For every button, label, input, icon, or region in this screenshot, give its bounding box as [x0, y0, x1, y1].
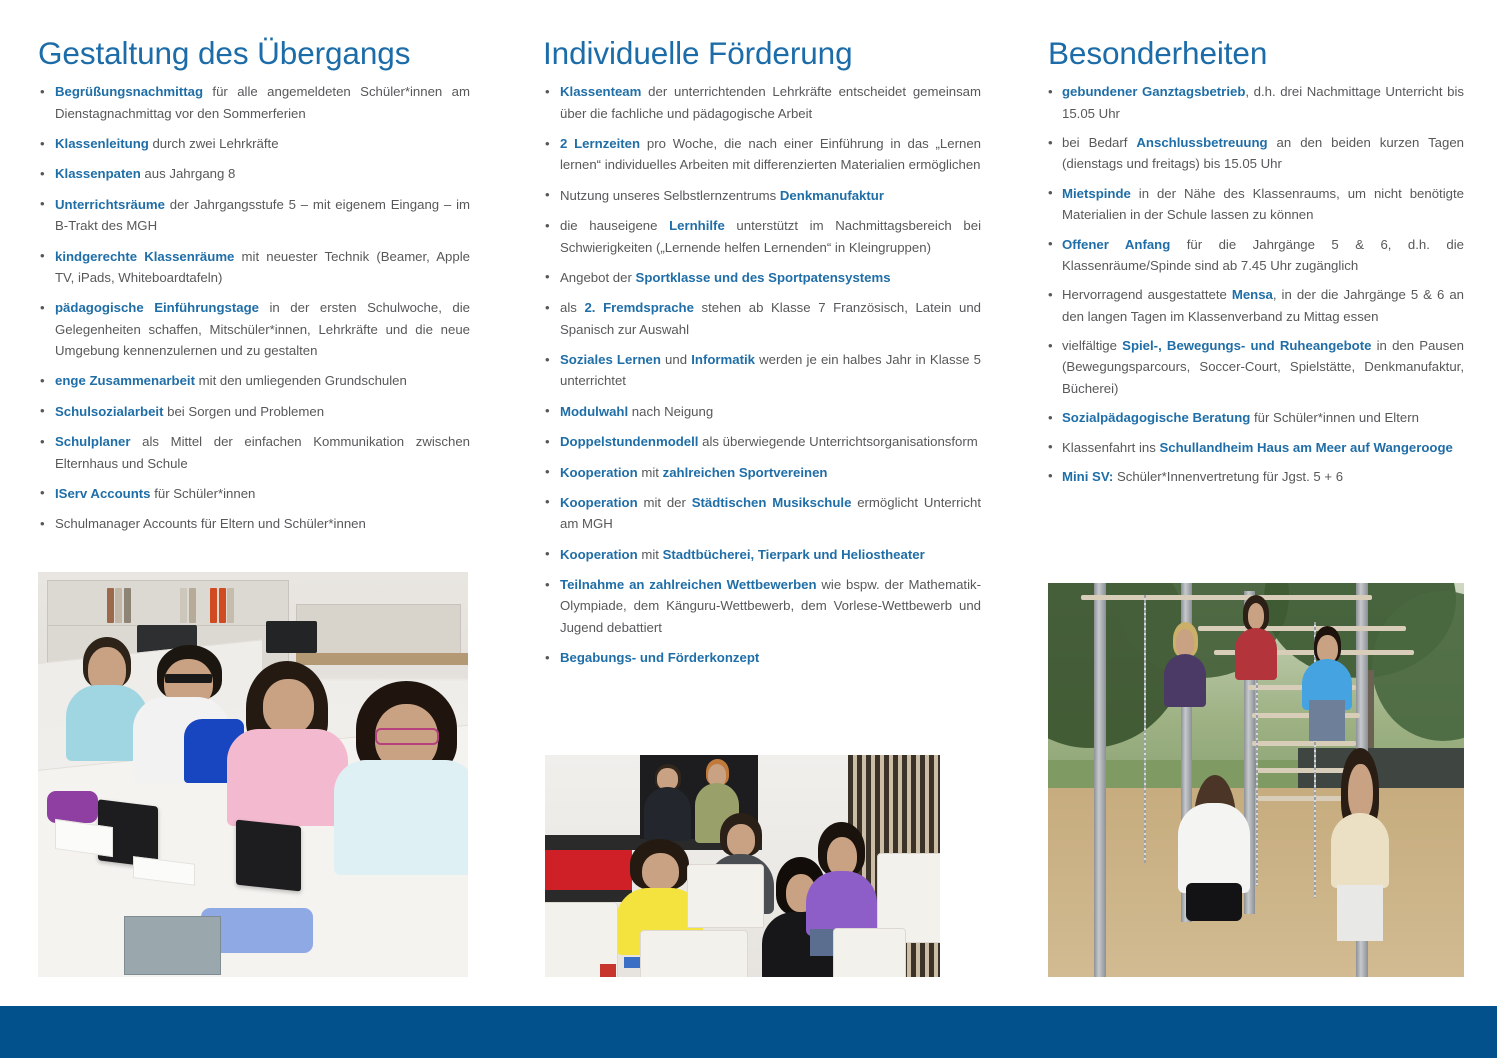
bullet-keyword: Kooperation — [560, 464, 638, 480]
bullet-item — [1048, 132, 1464, 175]
bullet-body-text: Schüler*Innenvertretung für Jgst. 5 + 6 — [1113, 468, 1344, 484]
bullet-keyword: Schullandheim Haus am Meer auf Wangerooge — [1159, 439, 1453, 455]
column-gestaltung-des-uebergangs — [38, 0, 470, 544]
bullet-body-text: in den Pausen (Bewegungsparcours, Soccer-Court, Spielstätte, Denkmanufaktur, Bücherei) — [1062, 338, 1464, 396]
bullet-keyword: Klassenteam — [560, 84, 642, 100]
bullet-text — [55, 401, 470, 422]
bullet-text — [560, 574, 981, 638]
photo-playground — [1048, 583, 1464, 977]
bullet-keyword: Soziales Lernen — [560, 352, 661, 368]
bullet-body-text: als überwiegende Unterrichtsorganisationsform — [698, 434, 978, 450]
bullet-keyword: 2. Fremdsprache — [584, 300, 694, 316]
bullet-body-text: für Schüler*innen und Eltern — [1250, 410, 1419, 426]
bullet-item — [543, 297, 981, 340]
bullet-item — [38, 483, 470, 504]
photo-group — [545, 755, 940, 977]
bullet-body-text: der unterrichtenden Lehrkräfte entscheidet gemeinsam über die fachliche und pädagogische Arbeit — [560, 84, 981, 121]
bullet-text — [560, 462, 981, 483]
bullet-text — [560, 267, 981, 288]
bullet-text — [560, 492, 981, 535]
bullet-text — [1062, 234, 1464, 277]
bullet-keyword: Sportklasse und des Sportpatensystems — [635, 269, 891, 285]
bullet-keyword: gebundener Ganztagsbetrieb — [1062, 84, 1246, 100]
bullet-keyword: Stadtbücherei, Tierpark und Heliostheater — [662, 546, 925, 562]
bullet-body-text: bei Bedarf — [1062, 135, 1137, 151]
bullet-keyword: Sozialpädagogische Beratung — [1062, 410, 1251, 426]
bullet-text — [55, 81, 470, 124]
bullet-body-text: an den beiden kurzen Tagen (dienstags und freitags) bis 15.05 Uhr — [1062, 135, 1464, 172]
bullet-keyword: Anschlussbetreuung — [1136, 135, 1268, 151]
column-besonderheiten — [1048, 0, 1464, 495]
bullet-text — [560, 431, 981, 452]
bullet-keyword: pädagogische Einführungstage — [55, 300, 259, 316]
bullet-body-text: für Schüler*innen — [150, 485, 256, 501]
bullet-text — [1062, 284, 1464, 327]
bullet-item — [543, 462, 981, 483]
section-title-besonderheiten: Besonderheiten — [1048, 35, 1268, 71]
bullet-keyword: Informatik — [691, 352, 755, 368]
bullet-keyword: enge Zusammenarbeit — [55, 373, 195, 389]
bullet-body-text: pro Woche, die nach einer Einführung in das „Lernen lernen“ individuelles Arbeiten mit differenzierten Materialien ermöglichen — [560, 136, 981, 173]
bullet-keyword: Denkmanufaktur — [779, 187, 884, 203]
bullet-item — [543, 215, 981, 258]
bullet-keyword: Kooperation — [560, 494, 638, 510]
bullet-item — [38, 297, 470, 361]
bullet-body-text: mit der — [637, 494, 692, 510]
bullet-item — [1048, 466, 1464, 487]
bullet-body-text: wie bspw. der Mathematik-Olympiade, dem Känguru-Wettbewerb, dem Vorlese-Wettbewerb und Jugend debattiert — [560, 577, 981, 635]
bullet-item — [543, 267, 981, 288]
bullet-body-text: ermöglicht Unterricht am MGH — [560, 494, 981, 532]
bullet-item — [1048, 335, 1464, 399]
bullet-text — [560, 401, 981, 422]
bullet-body-text: bei Sorgen und Problemen — [163, 403, 325, 419]
bullet-keyword: Doppelstundenmodell — [560, 434, 699, 450]
bullet-keyword: Schulplaner — [55, 434, 131, 450]
bullet-item — [1048, 437, 1464, 458]
bullet-text — [1062, 81, 1464, 124]
bullet-keyword: Mietspinde — [1062, 185, 1131, 201]
bullet-text — [55, 513, 470, 534]
bullet-item — [38, 401, 470, 422]
bullet-keyword: Lernhilfe — [669, 218, 725, 234]
section-title-gestaltung: Gestaltung des Übergangs — [38, 35, 411, 71]
bullet-text — [560, 349, 981, 392]
bullet-list-gestaltung — [38, 81, 470, 534]
bullet-keyword: Begrüßungsnachmittag — [55, 84, 203, 100]
bullet-body-text: als Mittel der einfachen Kommunikation zwischen Elternhaus und Schule — [55, 434, 470, 471]
bullet-keyword: Spiel-, Bewegungs- und Ruheangebote — [1122, 338, 1372, 354]
bullet-keyword: Teilnahme an zahlreichen Wettbewerben — [560, 577, 817, 593]
bullet-item — [543, 185, 981, 206]
bullet-item — [543, 81, 981, 124]
bullet-text — [560, 647, 981, 668]
bullet-text — [560, 81, 981, 124]
bullet-text — [1062, 335, 1464, 399]
bullet-body-text: Nutzung unseres Selbstlernzentrums — [560, 187, 780, 203]
bullet-text — [1062, 183, 1464, 226]
bullet-keyword: zahlreichen Sportvereinen — [662, 464, 828, 480]
bullet-body-text: für alle angemeldeten Schüler*innen am Dienstagnachmittag vor den Sommerferien — [55, 84, 470, 121]
bullet-body-text: für die Jahrgänge 5 & 6, d.h. die Klassenräume/Spinde sind ab 7.45 Uhr zugänglich — [1062, 236, 1464, 273]
bullet-body-text: stehen ab Klasse 7 Französisch, Latein und Spanisch zur Auswahl — [560, 300, 982, 337]
bullet-body-text: nach Neigung — [628, 403, 714, 419]
bullet-keyword: Unterrichtsräume — [55, 196, 165, 212]
bullet-item — [38, 133, 470, 154]
bullet-keyword: Klassenleitung — [55, 136, 149, 152]
bullet-item — [543, 431, 981, 452]
bullet-item — [543, 492, 981, 535]
bullet-keyword: IServ Accounts — [55, 485, 151, 501]
bullet-item — [1048, 234, 1464, 277]
bullet-item — [543, 349, 981, 392]
bullet-item — [543, 133, 981, 176]
bullet-body-text: in der ersten Schulwoche, die Gelegenheiten schaffen, Mitschüler*innen, Lehrkräfte und die neue Umgebung kennenzulernen und zu gestalten — [55, 300, 470, 359]
bullet-keyword: kindgerechte Klassenräume — [55, 248, 235, 264]
bullet-body-text: in der Nähe des Klassenraums, um nicht benötigte Materialien in der Schule lassen zu können — [1062, 185, 1464, 223]
bullet-body-text: , in der die Jahrgänge 5 & 6 an den langen Tagen im Klassenverband zu Mittag essen — [1062, 287, 1464, 324]
bullet-text — [560, 133, 981, 176]
bullet-keyword: Schulsozialarbeit — [55, 403, 164, 419]
bullet-body-text: die hauseigene — [560, 218, 670, 234]
bullet-keyword: Kooperation — [560, 546, 638, 562]
bullet-text — [560, 215, 981, 258]
bullet-keyword: Städtischen Musikschule — [691, 494, 852, 510]
bullet-body-text: mit — [637, 546, 663, 562]
bullet-text — [55, 483, 470, 504]
bullet-text — [1062, 437, 1464, 458]
bullet-body-text: durch zwei Lehrkräfte — [148, 136, 279, 152]
bullet-text — [55, 133, 470, 154]
bullet-text — [560, 185, 981, 206]
bullet-text — [1062, 466, 1464, 487]
photo-classroom — [38, 572, 468, 977]
bullet-item — [38, 246, 470, 289]
bullet-body-text: mit den umliegenden Grundschulen — [194, 373, 407, 389]
bullet-body-text: und — [660, 352, 692, 368]
bullet-keyword: Modulwahl — [560, 403, 629, 419]
bullet-body-text: , d.h. drei Nachmittage Unterricht bis 15.05 Uhr — [1062, 84, 1464, 121]
bullet-item — [1048, 183, 1464, 226]
bullet-body-text: Angebot der — [560, 269, 636, 285]
bullet-list-individuelle-foerderung — [543, 81, 981, 668]
bullet-body-text: Hervorragend ausgestattete — [1062, 287, 1232, 303]
bullet-body-text: werden je ein halbes Jahr in Klasse 5 unterrichtet — [560, 352, 981, 389]
bullet-list-besonderheiten — [1048, 81, 1464, 487]
bullet-text — [1062, 407, 1464, 428]
bullet-body-text: vielfältige — [1062, 338, 1123, 354]
footer-blue-bar — [0, 1006, 1497, 1058]
bullet-body-text: unterstützt im Nachmittagsbereich bei Schwierigkeiten („Lernende helfen Lernenden“ in Kleingruppen) — [560, 218, 981, 255]
bullet-body-text: als — [560, 300, 585, 316]
bullet-text — [55, 431, 470, 474]
bullet-keyword: Klassenpaten — [55, 166, 141, 182]
bullet-text — [560, 544, 981, 565]
bullet-item — [38, 431, 470, 474]
bullet-keyword: Mensa — [1231, 287, 1273, 303]
bullet-body-text: Schulmanager Accounts für Eltern und Schüler*innen — [55, 516, 366, 532]
bullet-text — [560, 297, 981, 340]
bullet-text — [55, 194, 470, 237]
bullet-text — [55, 246, 470, 289]
bullet-body-text: der Jahrgangsstufe 5 – mit eigenem Eingang – im B-Trakt des MGH — [55, 196, 470, 234]
bullet-item — [38, 194, 470, 237]
bullet-keyword: Begabungs- und Förderkonzept — [560, 650, 760, 666]
bullet-body-text: mit neuester Technik (Beamer, Apple TV, iPads, Whiteboardtafeln) — [55, 248, 470, 285]
bullet-text — [1062, 132, 1464, 175]
bullet-item — [38, 370, 470, 391]
bullet-item — [543, 401, 981, 422]
bullet-item — [38, 81, 470, 124]
bullet-item — [38, 163, 470, 184]
bullet-text — [55, 163, 470, 184]
bullet-text — [55, 370, 470, 391]
bullet-item — [1048, 407, 1464, 428]
bullet-item — [543, 574, 981, 638]
bullet-body-text: aus Jahrgang 8 — [140, 166, 236, 182]
section-title-individuelle-foerderung: Individuelle Förderung — [543, 35, 853, 71]
bullet-keyword: Offener Anfang — [1062, 236, 1171, 252]
column-individuelle-foerderung — [543, 0, 981, 678]
bullet-item — [543, 647, 981, 668]
bullet-text — [55, 297, 470, 361]
bullet-item — [38, 513, 470, 534]
bullet-item — [1048, 284, 1464, 327]
bullet-item — [543, 544, 981, 565]
bullet-body-text: mit — [637, 464, 663, 480]
bullet-keyword: Mini SV: — [1062, 468, 1114, 484]
bullet-body-text: Klassenfahrt ins — [1062, 439, 1160, 455]
bullet-keyword: 2 Lernzeiten — [560, 136, 641, 152]
bullet-item — [1048, 81, 1464, 124]
